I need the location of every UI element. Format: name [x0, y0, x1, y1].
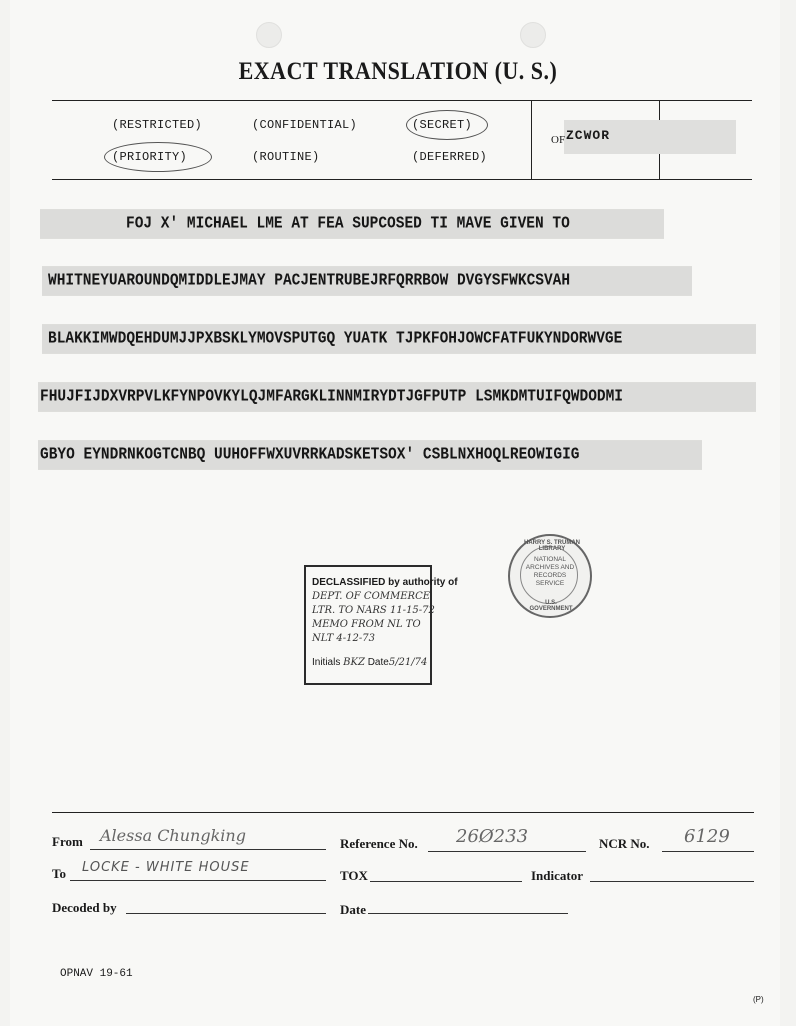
to-underline: [70, 880, 326, 881]
priority-circle-mark: [104, 142, 212, 172]
date-field-label: Date: [340, 902, 366, 917]
declassified-ltr-line: LTR. TO NARS 11-15-72: [312, 605, 435, 616]
class-secret: (SECRET): [412, 118, 473, 132]
seal-center-2: ARCHIVES AND: [525, 564, 575, 571]
declassified-stamp: [304, 565, 458, 685]
class-priority: (PRIORITY): [112, 150, 188, 164]
message-line-1: FOJ X' MICHAEL LME AT FEA SUPCOSED TI MAVE GIVEN TO: [40, 209, 664, 239]
seal-top-text: HARRY S. TRUMAN LIBRARY: [524, 540, 581, 552]
seal-center-1: NATIONAL: [533, 556, 567, 563]
decoded-by-label: Decoded by: [52, 900, 117, 915]
from-value: Alessa Chungking: [100, 826, 246, 845]
class-restricted: (RESTRICTED): [112, 118, 203, 132]
truman-library-seal: [508, 534, 592, 618]
footer-top-rule: [52, 812, 754, 813]
form-number: OPNAV 19-61: [60, 968, 133, 980]
declassified-nlt-line: NLT 4-12-73: [312, 633, 375, 644]
header-top-rule: [52, 100, 752, 101]
indicator-label: Indicator: [531, 868, 583, 883]
tox-underline: [370, 881, 522, 882]
message-line-5: GBYO EYNDRNKOGTCNBQ UUHOFFWXUVRRKADSKETSOX' CSBLNXHOQLREOWIGIG: [38, 440, 702, 470]
document-title: EXACT TRANSLATION (U. S.): [238, 56, 558, 85]
punch-hole-right: [520, 22, 546, 48]
ncr-underline: [662, 851, 754, 852]
reference-label: Reference No.: [340, 836, 418, 851]
date-value: 5/21/74: [388, 657, 428, 668]
class-confidential: (CONFIDENTIAL): [252, 118, 358, 132]
of-label: OF: [551, 134, 566, 146]
message-line-2: WHITNEYUAROUNDQMIDDLEJMAY PACJENTRUBEJRFQRRBOW DVGYSFWKCSVAH: [42, 266, 692, 296]
header-bottom-rule: [52, 179, 752, 180]
class-deferred: (DEFERRED): [412, 150, 488, 164]
initials-value: BKZ: [343, 657, 365, 668]
declassified-dept-line: DEPT. OF COMMERCE: [312, 591, 431, 602]
seal-center-3: RECORDS: [533, 572, 567, 579]
date-label: Date: [367, 657, 389, 668]
indicator-underline: [590, 881, 754, 882]
declassified-authority-line: DECLASSIFIED by authority of: [312, 577, 458, 588]
reference-underline: [428, 851, 586, 852]
seal-bottom-text: U.S. GOVERNMENT: [529, 600, 573, 612]
corner-mark: (P): [753, 995, 764, 1004]
declassified-initials-row: [312, 657, 427, 668]
declassified-memo-line: MEMO FROM NL TO: [312, 619, 421, 630]
punch-hole-left: [256, 22, 282, 48]
message-line-4: FHUJFIJDXVRPVLKFYNPOVKYLQJMFARGKLINNMIRYDTJGFPUTP LSMKDMTUIFQWDODMI: [38, 382, 756, 412]
ncr-label: NCR No.: [599, 836, 650, 851]
tox-label: TOX: [340, 868, 368, 883]
ncr-value: 6129: [684, 826, 730, 847]
secret-circle-mark: [406, 110, 488, 140]
to-value: LOCKE - WHITE HOUSE: [82, 860, 250, 875]
to-label: To: [52, 866, 66, 881]
from-underline: [90, 849, 326, 850]
of-value: ZCWOR: [566, 128, 611, 143]
message-line-3: BLAKKIMWDQEHDUMJJPXBSKLYMOVSPUTGQ YUATK TJPKFOHJOWCFATFUKYNDORWVGE: [42, 324, 756, 354]
header-divider-1: [531, 100, 532, 180]
initials-label: Initials: [312, 657, 341, 668]
decoded-by-underline: [126, 913, 326, 914]
seal-center-4: SERVICE: [535, 580, 565, 587]
class-routine: (ROUTINE): [252, 150, 320, 164]
reference-value: 26Ø233: [456, 826, 529, 847]
date-field-underline: [368, 913, 568, 914]
from-label: From: [52, 834, 83, 849]
